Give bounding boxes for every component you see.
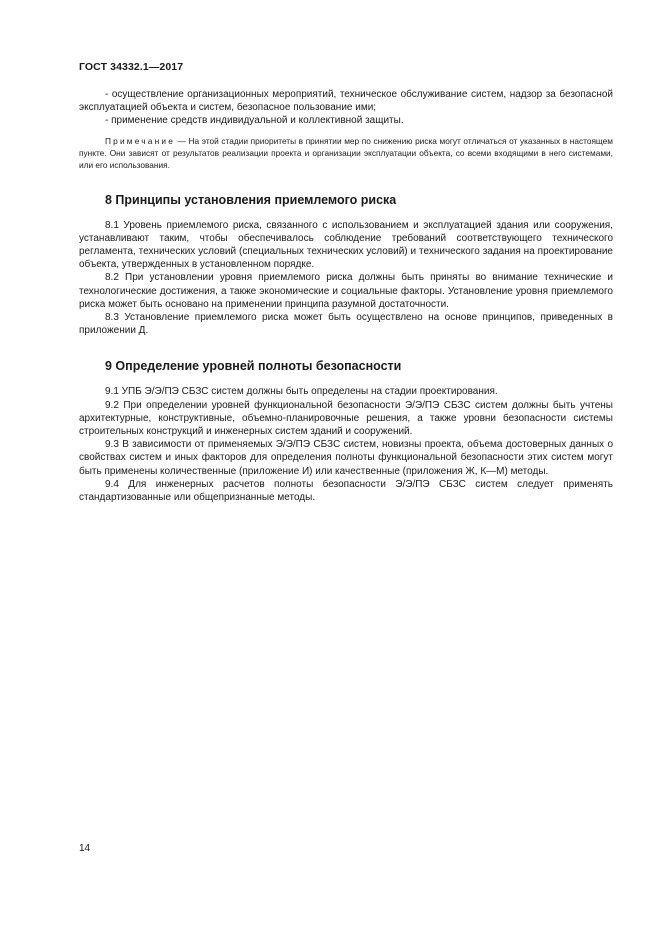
section-9-paragraph: 9.1 УПБ Э/Э/ПЭ СБЗС систем должны быть определены на стадии проектирования. bbox=[105, 386, 498, 398]
page-content bbox=[79, 88, 613, 504]
section-9-paragraph: 9.3 В зависимости от применяемых Э/Э/ПЭ СБЗС систем, новизны проекта, объема достоверных данных о свойствах систем и иных факторов для определения полноты функциональной безопасности этих систем могут быть применены количественные (приложение И) или качественные (приложения Ж, К—М) методы. bbox=[79, 439, 613, 477]
page-number: 14 bbox=[79, 843, 91, 854]
section-8-paragraph: 8.2 При установлении уровня приемлемого риска должны быть приняты во внимание технические и технологические достижения, а также экономические и социальные факторы. Установление уровня приемлемого риска может быть основано на применении принципа разумной достаточности. bbox=[79, 272, 613, 310]
section-9-paragraph: 9.2 При определении уровней функциональной безопасности Э/Э/ПЭ СБЗС систем должны быть учтены архитектурные, конструктивные, объемно-планировочные решения, а также уровни безопасности системы строительных конструкций и инженерных систем зданий и сооружений. bbox=[79, 399, 613, 438]
note-text: — На этой стадии приоритеты в принятии мер по снижению риска могут отличаться от указанных в настоящем пункте. Они зависят от результатов реализации проекта и организации эксплуатации объекта, со всеми входящими в него системами, или его использования. bbox=[79, 135, 613, 170]
section-9-title: 9 Определение уровней полноты безопасности bbox=[105, 359, 402, 374]
standard-header: ГОСТ 34332.1—2017 bbox=[79, 61, 184, 73]
section-9-paragraph: 9.4 Для инженерных расчетов полноты безопасности Э/Э/ПЭ СБЗС систем следует применять стандартизованные или общепризнанные методы. bbox=[79, 478, 613, 504]
intro-list-item: - применение средств индивидуальной и коллективной защиты. bbox=[105, 115, 404, 127]
section-8-title: 8 Принципы установления приемлемого риска bbox=[105, 192, 397, 207]
section-8-paragraph: 8.1 Уровень приемлемого риска, связанного с использованием и эксплуатацией здания или сооружения, устанавливают таким, чтобы обеспечивалось соблюдение требований соответствующего технического регламента, технических условий (специальных технических условий) и технического задания на проектирование объекта, утвержденных в установленном порядке. bbox=[79, 219, 613, 271]
section-8-paragraph: 8.3 Установление приемлемого риска может быть осуществлено на основе принципов, приведенных в приложении Д. bbox=[79, 312, 613, 337]
note-paragraph bbox=[79, 135, 613, 171]
intro-list-item: - осуществление организационных мероприятий, техническое обслуживание систем, надзор за безопасной эксплуатацией объекта и систем, безопасное пользование ими; bbox=[79, 89, 613, 114]
note-label: Примечание bbox=[105, 135, 176, 146]
